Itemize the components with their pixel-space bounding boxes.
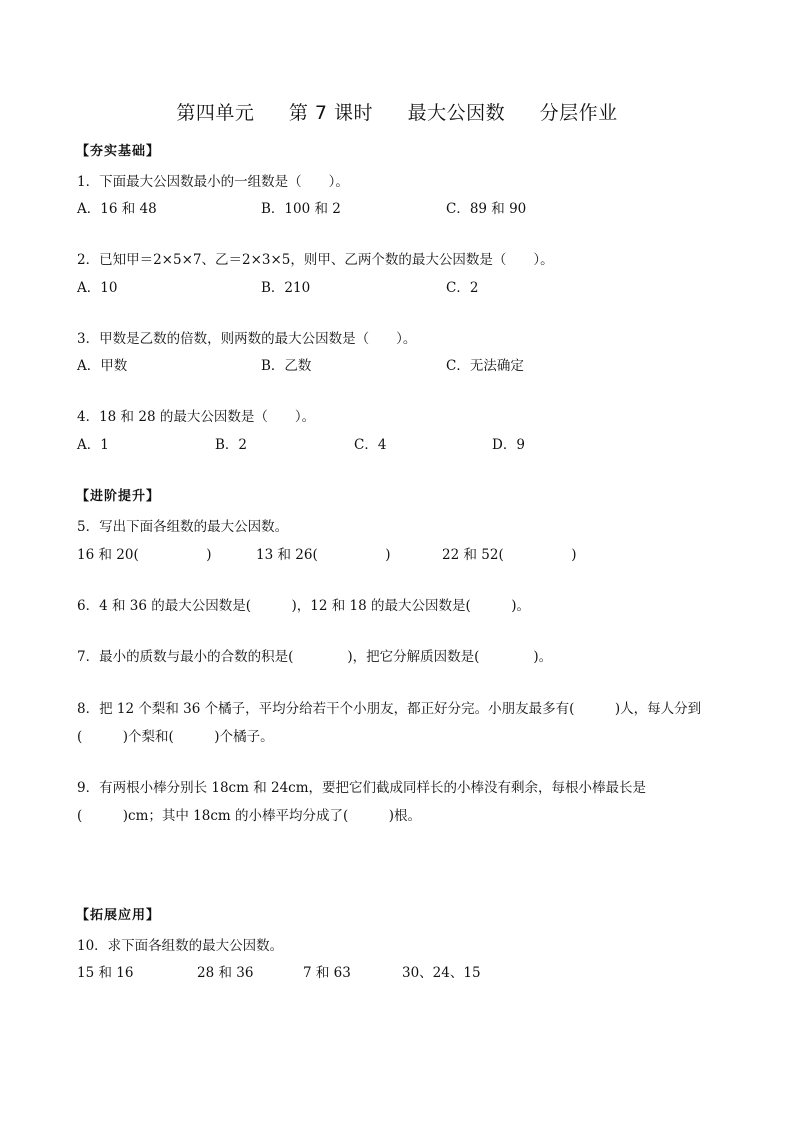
- section-heading-basic: 【夯实基础】: [76, 144, 161, 159]
- title-topic: 最大公因数: [407, 102, 506, 124]
- question-1-option-c: C．89 和 90: [446, 201, 527, 217]
- question-9-line-1: 9．有两根小棒分别长 18cm 和 24cm，要把它们截成同样长的小棒没有剩余，每根小棒最长是: [77, 780, 647, 796]
- question-2-option-c: C．2: [446, 280, 479, 296]
- section-heading-extension: 【拓展应用】: [76, 908, 161, 923]
- question-4-option-a: A．1: [77, 437, 109, 453]
- question-4: 4．18 和 28 的最大公因数是（ ）。: [77, 409, 316, 425]
- question-5-pair-2: 13 和 26( ): [256, 547, 391, 563]
- question-3-option-b: B．乙数: [261, 358, 312, 374]
- question-2-option-a: A．10: [77, 280, 118, 296]
- question-3-option-c: C．无法确定: [446, 358, 524, 374]
- question-5: 5．写出下面各组数的最大公因数。: [77, 519, 289, 535]
- question-5-pair-3: 22 和 52( ): [442, 547, 577, 563]
- question-4-option-c: C．4: [354, 437, 387, 453]
- question-10-group-4: 30、24、15: [402, 965, 481, 981]
- question-1-option-a: A．16 和 48: [77, 201, 157, 217]
- question-7: 7．最小的质数与最小的合数的积是( )，把它分解质因数是( )。: [77, 649, 553, 665]
- question-2: 2．已知甲＝2×5×7、乙＝2×3×5，则甲、乙两个数的最大公因数是（ ）。: [77, 252, 554, 268]
- question-6: 6．4 和 36 的最大公因数是( )，12 和 18 的最大公因数是( )。: [77, 598, 531, 614]
- question-3: 3．甲数是乙数的倍数，则两数的最大公因数是（ ）。: [77, 331, 417, 347]
- question-5-pair-1: 16 和 20( ): [77, 547, 212, 563]
- page-title: [0, 98, 794, 125]
- question-10: 10．求下面各组数的最大公因数。: [77, 938, 284, 954]
- question-10-group-2: 28 和 36: [197, 965, 254, 981]
- question-3-option-a: A．甲数: [77, 358, 128, 374]
- question-4-option-d: D．9: [492, 437, 525, 453]
- question-10-group-3: 7 和 63: [303, 965, 351, 981]
- title-lesson: 第 7 课时: [288, 102, 374, 124]
- question-8-line-1: 8．把 12 个梨和 36 个橘子，平均分给若干个小朋友，都正好分完。小朋友最多有( )人，每人分到: [77, 701, 702, 717]
- title-type: 分层作业: [539, 102, 618, 124]
- title-unit: 第四单元: [176, 102, 255, 124]
- question-9-line-2: ( )cm；其中 18cm 的小棒平均分成了( )根。: [77, 808, 422, 824]
- question-2-option-b: B．210: [261, 280, 311, 296]
- question-8-line-2: ( )个梨和( )个橘子。: [77, 729, 274, 745]
- question-1-option-b: B．100 和 2: [261, 201, 341, 217]
- question-4-option-b: B．2: [215, 437, 248, 453]
- section-heading-advanced: 【进阶提升】: [76, 489, 161, 504]
- question-10-group-1: 15 和 16: [77, 965, 134, 981]
- question-1: 1．下面最大公因数最小的一组数是（ ）。: [77, 174, 349, 190]
